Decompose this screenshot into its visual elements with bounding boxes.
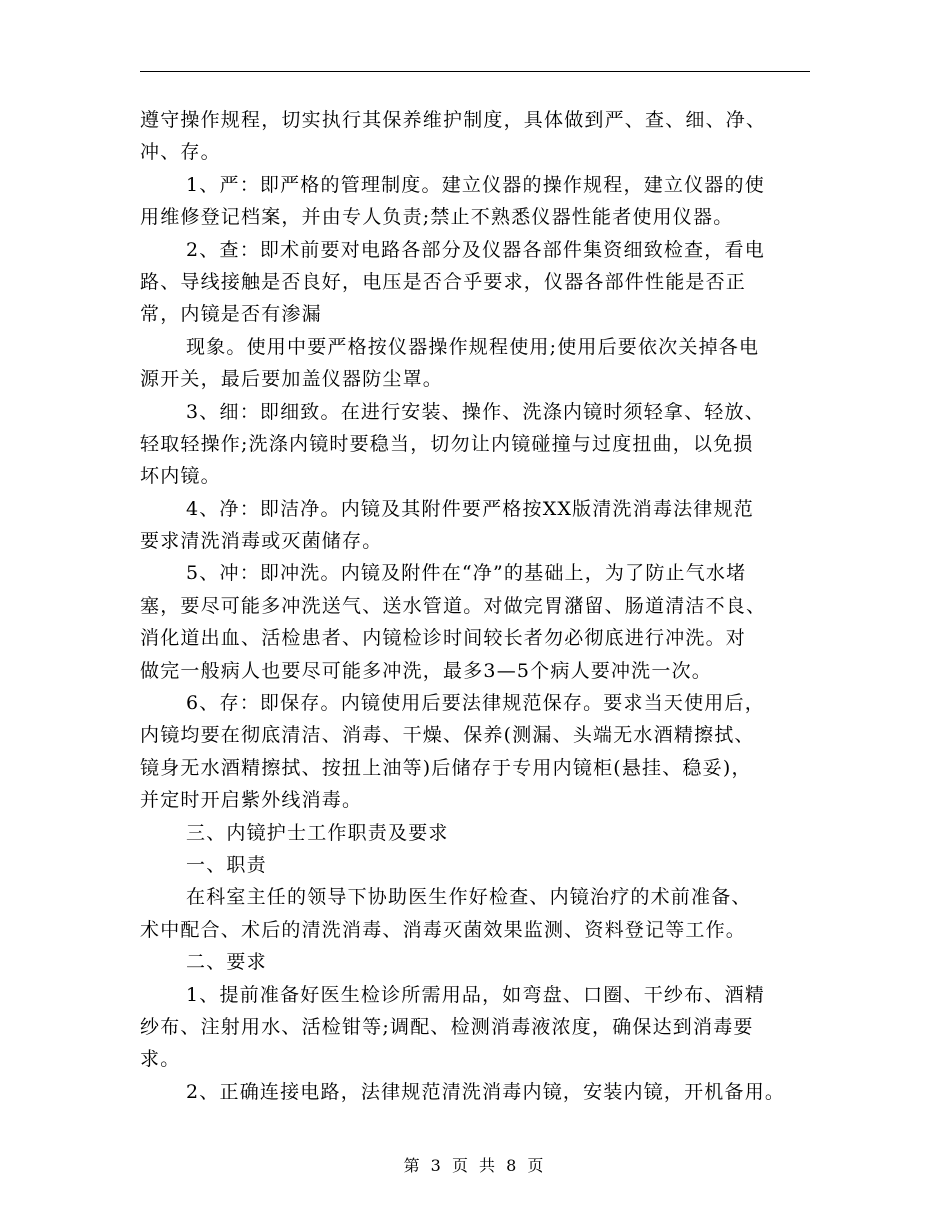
page-footer: 第 3 页 共 8 页 [403, 1156, 547, 1175]
text-line: 并定时开启紫外线消毒。 [140, 789, 363, 812]
text-line: 坏内镜。 [140, 465, 221, 488]
text-line: 2、查：即术前要对电路各部分及仪器各部件集资细致检查，看电 [186, 238, 765, 261]
text-line: 6、存：即保存。内镜使用后要法律规范保存。要求当天使用后， [186, 692, 765, 715]
text-line: 纱布、注射用水、活检钳等;调配、检测消毒液浓度，确保达到消毒要 [140, 1015, 754, 1038]
text-line: 用维修登记档案，并由专人负责;禁止不熟悉仪器性能者使用仪器。 [140, 206, 734, 229]
text-line: 4、净：即洁净。内镜及其附件要严格按XX版清洗消毒法律规范 [186, 497, 754, 520]
document-body [140, 104, 820, 1108]
text-line: 内镜均要在彻底清洁、消毒、干燥、保养(测漏、头端无水酒精擦拭、 [140, 724, 755, 747]
text-line: 要求清洗消毒或灭菌储存。 [140, 530, 383, 553]
text-line: 塞，要尽可能多冲洗送气、送水管道。对做完胃潴留、肠道清洁不良、 [140, 594, 767, 617]
text-line: 一、职责 [186, 853, 267, 876]
text-line: 1、严：即严格的管理制度。建立仪器的操作规程，建立仪器的使 [186, 173, 765, 196]
text-line: 术中配合、术后的清洗消毒、消毒灭菌效果监测、资料登记等工作。 [140, 918, 747, 941]
text-line: 做完一般病人也要尽可能多冲洗，最多3—5个病人要冲洗一次。 [140, 659, 712, 682]
text-line: 遵守操作规程，切实执行其保养维护制度，具体做到严、查、细、净、 [140, 109, 767, 131]
text-line: 现象。使用中要严格按仪器操作规程使用;使用后要依次关掉各电 [186, 335, 760, 358]
text-line: 3、细：即细致。在进行安装、操作、洗涤内镜时须轻拿、轻放、 [186, 400, 765, 423]
text-line: 在科室主任的领导下协助医生作好检查、内镜治疗的术前准备、 [186, 886, 752, 909]
text-line: 常，内镜是否有渗漏 [140, 303, 322, 326]
text-line: 2、正确连接电路，法律规范清洗消毒内镜，安装内镜，开机备用。 [186, 1080, 786, 1103]
text-line: 5、冲：即冲洗。内镜及附件在“净”的基础上，为了防止气水堵 [186, 562, 747, 585]
text-line: 镜身无水酒精擦拭、按扭上油等)后储存于专用内镜柜(悬挂、稳妥)， [140, 756, 752, 779]
text-line: 轻取轻操作;洗涤内镜时要稳当，切勿让内镜碰撞与过度扭曲，以免损 [140, 432, 754, 455]
header-rule [140, 71, 810, 72]
text-line: 冲、存。 [140, 141, 221, 164]
text-line: 三、内镜护士工作职责及要求 [186, 821, 449, 844]
text-line: 1、提前准备好医生检诊所需用品，如弯盘、口圈、干纱布、酒精 [186, 983, 765, 1006]
text-line: 二、要求 [186, 951, 267, 974]
text-line: 源开关，最后要加盖仪器防尘罩。 [140, 368, 444, 391]
text-line: 消化道出血、活检患者、内镜检诊时间较长者勿必彻底进行冲洗。对 [140, 627, 747, 650]
text-line: 求。 [140, 1048, 181, 1071]
text-line: 路、导线接触是否良好，电压是否合乎要求，仪器各部件性能是否正 [140, 270, 747, 293]
